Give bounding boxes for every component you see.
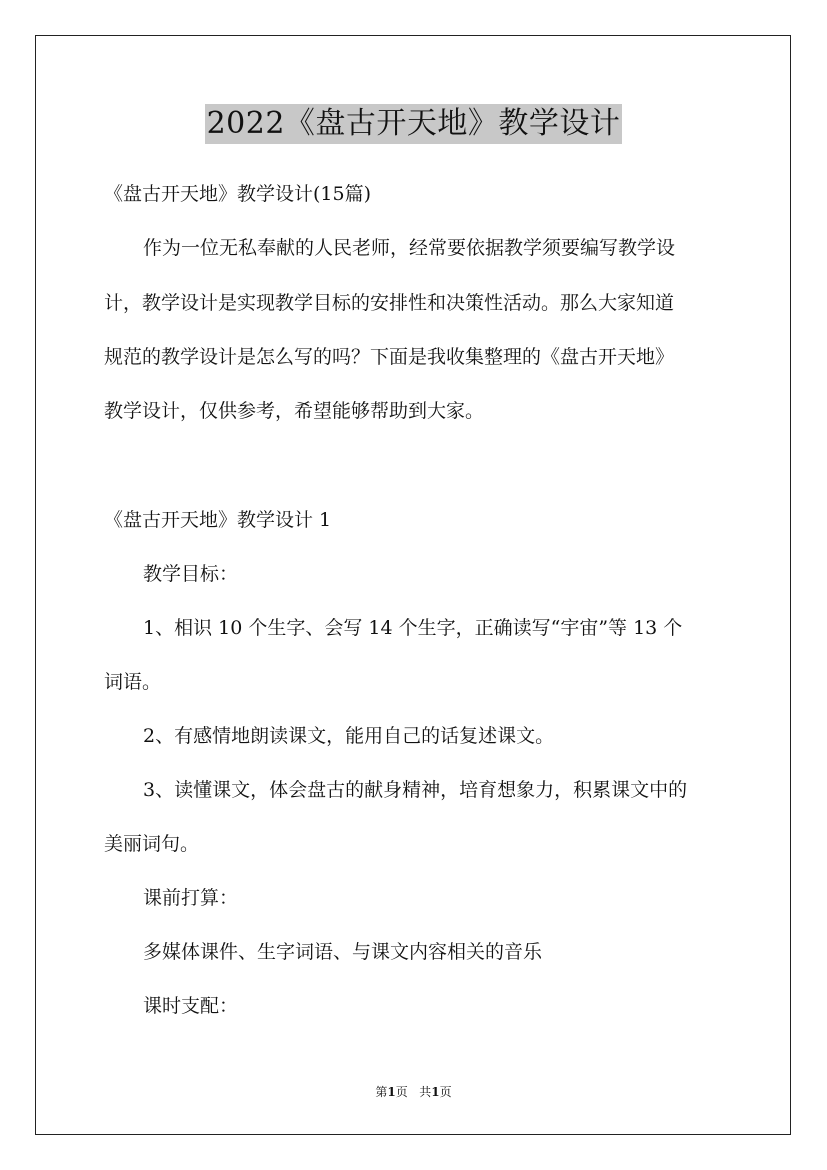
- goal-line-2: 词语。: [104, 671, 162, 693]
- footer-page-suffix: 页: [439, 1085, 452, 1099]
- goal-line-1: 1、相识 10 个生字、会写 14 个生字，正确读写“宇宙”等 13 个: [143, 617, 683, 639]
- footer-page-mid: 页 共: [395, 1085, 432, 1099]
- prep-heading: 课前打算：: [143, 887, 239, 909]
- goals-heading: 教学目标：: [143, 563, 239, 585]
- goal-line-5: 美丽词句。: [104, 833, 200, 855]
- intro-line-3: 规范的教学设计是怎么写的吗？下面是我收集整理的《盘古开天地》: [104, 346, 675, 368]
- prep-text: 多媒体课件、生字词语、与课文内容相关的音乐: [143, 941, 543, 963]
- intro-line-2: 计，教学设计是实现教学目标的安排性和决策性活动。那么大家知道: [104, 292, 675, 314]
- goal-line-3: 2、有感情地朗读课文，能用自己的话复述课文。: [143, 725, 555, 747]
- title-container: [0, 104, 827, 144]
- section-heading: 《盘古开天地》教学设计 1: [104, 509, 332, 531]
- document-title: 2022《盘古开天地》教学设计: [205, 104, 623, 144]
- footer-page-prefix: 第: [375, 1085, 388, 1099]
- intro-line-4: 教学设计，仅供参考，希望能够帮助到大家。: [104, 400, 485, 422]
- goal-line-4: 3、读懂课文，体会盘古的献身精神，培育想象力，积累课文中的: [143, 779, 688, 801]
- document-subtitle: 《盘古开天地》教学设计(15篇): [104, 183, 372, 205]
- schedule-heading: 课时支配：: [143, 995, 239, 1017]
- page-footer: [0, 1084, 827, 1100]
- footer-page-current: 1: [387, 1085, 396, 1099]
- intro-line-1: 作为一位无私奉献的人民老师，经常要依据教学须要编写教学设: [143, 237, 676, 259]
- footer-page-total: 1: [431, 1085, 440, 1099]
